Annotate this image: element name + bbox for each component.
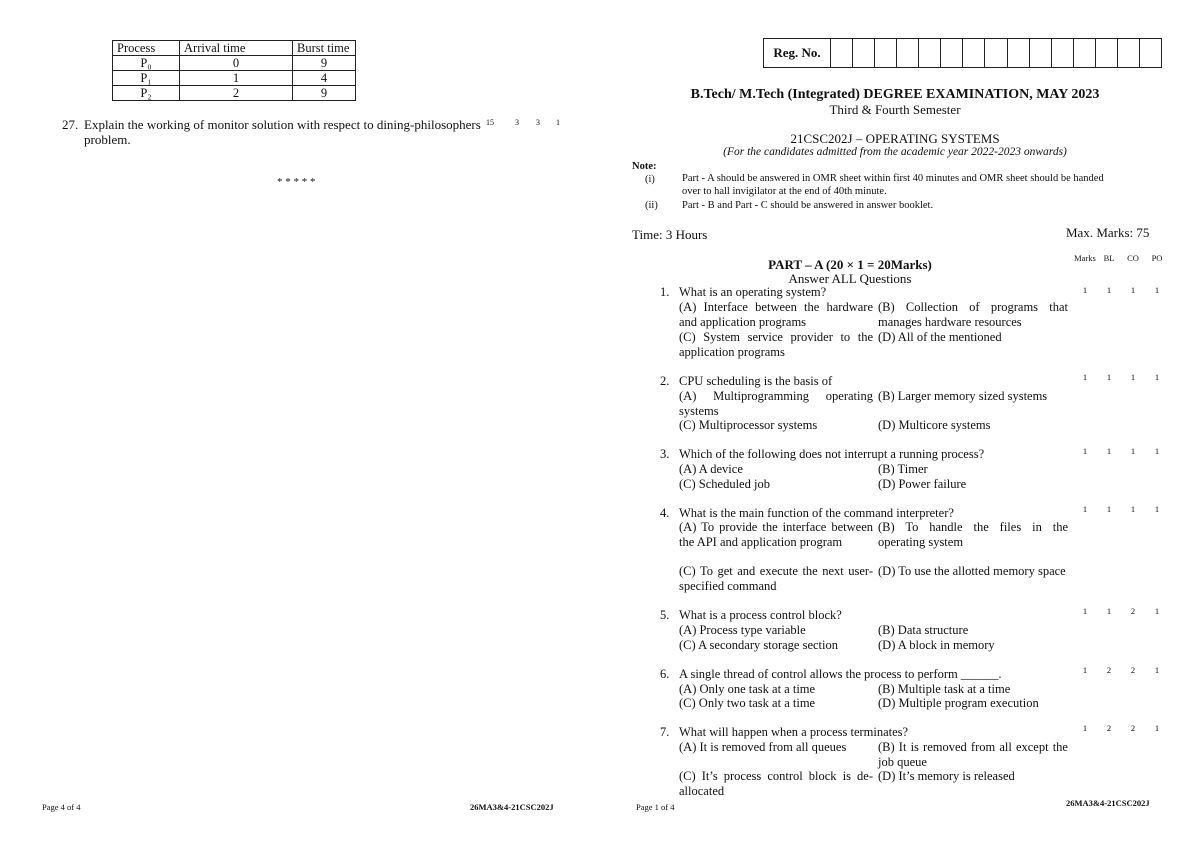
right-page-number: Page 1 of 4 [636,802,675,812]
q1-po: 1 [1154,285,1160,295]
q3-co: 1 [1130,446,1136,456]
note-i-line1: Part - A should be answered in OMR sheet within first 40 minutes and OMR sheet should be handed [682,173,1104,184]
q4-option-c[interactable]: (C) To get and execute the next user-specified command [679,564,873,593]
q7-option-c[interactable]: (C) It’s process control block is de-allocated [679,769,873,798]
q2-marks [1073,372,1169,382]
reg-digit-cell[interactable] [1140,39,1161,67]
q1-bl: 1 [1106,285,1112,295]
q3-marks [1073,446,1169,456]
q6-text: A single thread of control allows the process to perform ______. [679,667,1002,681]
q5-marks [1073,606,1169,616]
q6-mark: 1 [1082,665,1088,675]
q2-option-b[interactable]: (B) Larger memory sized systems [878,389,1048,403]
q5-bl: 1 [1106,606,1112,616]
reg-digit-cell[interactable] [941,39,963,67]
q27-marks: 15 [486,118,494,127]
max-marks: Max. Marks: 75 [1066,225,1150,240]
q27-po: 1 [556,118,560,127]
table-row [113,86,356,101]
q3-text: Which of the following does not interrupt a running process? [679,447,985,461]
left-page-number: Page 4 of 4 [42,802,81,812]
q5-option-b[interactable]: (B) Data structure [878,623,969,637]
q2-co: 1 [1130,372,1136,382]
q1-option-c[interactable]: (C) System service provider to the application programs [679,330,873,359]
reg-digit-cell[interactable] [1118,39,1140,67]
end-stars: * * * * * [277,176,316,188]
process-table [112,40,356,101]
question-27-text-line1: Explain the working of monitor solution with respect to dining-philosophers [84,117,481,132]
q3-option-c[interactable]: (C) Scheduled job [679,477,770,491]
q7-marks [1073,723,1169,733]
q5-co: 2 [1130,606,1136,616]
q7-text: What will happen when a process terminates? [679,725,909,739]
reg-digit-cell[interactable] [1008,39,1030,67]
q7-option-b[interactable]: (B) It is removed from all except the job queue [878,740,1068,769]
q5-option-a[interactable]: (A) Process type variable [679,623,806,637]
q2-bl: 1 [1106,372,1112,382]
reg-digit-cell[interactable] [963,39,985,67]
time-allowed: Time: 3 Hours [632,227,708,242]
reg-digit-cell[interactable] [985,39,1007,67]
col-header-po: PO [1151,253,1163,263]
table-header: Arrival time [180,41,293,56]
q4-text: What is the main function of the command interpreter? [679,506,954,520]
q4-option-a[interactable]: (A) To provide the interface between the API and application program [679,520,873,549]
question-27-number: 27. [62,117,79,132]
table-cell: 9 [293,56,356,71]
q1-text: What is an operating system? [679,285,827,299]
q6-number: 6. [660,667,670,681]
q6-co: 2 [1130,665,1136,675]
table-row [113,56,356,71]
q6-option-d[interactable]: (D) Multiple program execution [878,696,1039,710]
note-i-line2: over to hall invigilator at the end of 40th minute. [682,186,887,197]
course-title: 21CSC202J – OPERATING SYSTEMS [790,131,1000,146]
q1-co: 1 [1130,285,1136,295]
q2-number: 2. [660,374,670,388]
q1-number: 1. [660,285,670,299]
q6-option-b[interactable]: (B) Multiple task at a time [878,682,1011,696]
q6-marks [1073,665,1169,675]
reg-digit-cell[interactable] [1030,39,1052,67]
q5-mark: 1 [1082,606,1088,616]
q6-po: 1 [1154,665,1160,675]
exam-title: B.Tech/ M.Tech (Integrated) DEGREE EXAMINATION, MAY 2023 [690,87,1100,102]
part-a-title: PART – A (20 × 1 = 20Marks) [768,257,932,272]
question-27-text-line2: problem. [84,132,131,147]
q2-text: CPU scheduling is the basis of [679,374,833,388]
note-ii-number: (ii) [645,200,658,211]
q1-option-b[interactable]: (B) Collection of programs that manages hardware resources [878,300,1068,329]
q2-option-c[interactable]: (C) Multiprocessor systems [679,418,818,432]
q7-po: 1 [1154,723,1160,733]
q27-bl: 3 [515,118,519,127]
table-cell: P₂ [113,86,180,101]
table-header: Burst time [293,41,356,56]
reg-digit-cell[interactable] [853,39,875,67]
q1-mark: 1 [1082,285,1088,295]
q3-number: 3. [660,447,670,461]
col-header-marks: Marks [1074,253,1096,263]
semester: Third & Fourth Semester [829,102,961,117]
reg-label: Reg. No. [764,39,831,67]
note-i-number: (i) [645,174,655,185]
q1-marks [1073,285,1169,295]
q7-mark: 1 [1082,723,1088,733]
right-paper-code: 26MA3&4-21CSC202J [1066,798,1150,808]
reg-digit-cell[interactable] [919,39,941,67]
q7-option-d[interactable]: (D) It’s memory is released [878,769,1015,783]
q2-po: 1 [1154,372,1160,382]
table-cell: P₀ [113,56,180,71]
q4-bl: 1 [1106,504,1112,514]
left-paper-code: 26MA3&4-21CSC202J [470,802,554,812]
q1-option-d[interactable]: (D) All of the mentioned [878,330,1002,344]
note-label: Note: [632,161,657,172]
q2-mark: 1 [1082,372,1088,382]
q6-option-c[interactable]: (C) Only two task at a time [679,696,816,710]
q4-po: 1 [1154,504,1160,514]
q2-option-a[interactable]: (A) Multiprogramming operating systems [679,389,873,418]
reg-digit-cell[interactable] [831,39,853,67]
q3-option-d[interactable]: (D) Power failure [878,477,967,491]
q4-option-b[interactable]: (B) To handle the files in the operating system [878,520,1068,549]
q4-option-d[interactable]: (D) To use the allotted memory space [878,564,1066,578]
q3-mark: 1 [1082,446,1088,456]
q5-number: 5. [660,608,670,622]
q3-bl: 1 [1106,446,1112,456]
reg-digit-cell[interactable] [1052,39,1074,67]
q4-co: 1 [1130,504,1136,514]
part-a-instruction: Answer ALL Questions [788,271,912,286]
q3-option-b[interactable]: (B) Timer [878,462,928,476]
q7-number: 7. [660,725,670,739]
col-header-bl: BL [1103,253,1115,263]
q6-option-a[interactable]: (A) Only one task at a time [679,682,816,696]
table-cell: 1 [180,71,293,86]
q7-bl: 2 [1106,723,1112,733]
applicability-note: (For the candidates admitted from the academic year 2022-2023 onwards) [723,146,1067,158]
marks-column-headers [1073,253,1169,263]
q2-option-d[interactable]: (D) Multicore systems [878,418,991,432]
q5-option-d[interactable]: (D) A block in memory [878,638,995,652]
q4-number: 4. [660,506,670,520]
q3-po: 1 [1154,446,1160,456]
table-row [113,71,356,86]
q3-option-a[interactable]: (A) A device [679,462,743,476]
q6-bl: 2 [1106,665,1112,675]
note-ii-text: Part - B and Part - C should be answered in answer booklet. [682,200,934,211]
reg-digit-cell[interactable] [875,39,897,67]
reg-number-box [763,38,1162,68]
table-header-row [113,41,356,56]
table-cell: 4 [293,71,356,86]
table-cell: 0 [180,56,293,71]
q5-po: 1 [1154,606,1160,616]
q1-option-a[interactable]: (A) Interface between the hardware and application programs [679,300,873,329]
q5-text: What is a process control block? [679,608,842,622]
col-header-co: CO [1127,253,1139,263]
q4-mark: 1 [1082,504,1088,514]
q27-co: 3 [536,118,540,127]
q7-option-a[interactable]: (A) It is removed from all queues [679,740,847,754]
q7-co: 2 [1130,723,1136,733]
reg-digit-cell[interactable] [1096,39,1118,67]
table-cell: P₁ [113,71,180,86]
q4-marks [1073,504,1169,514]
table-header: Process [113,41,180,56]
q5-option-c[interactable]: (C) A secondary storage section [679,638,838,652]
table-cell: 9 [293,86,356,101]
reg-digit-cell[interactable] [1074,39,1096,67]
reg-digit-cell[interactable] [897,39,919,67]
table-cell: 2 [180,86,293,101]
